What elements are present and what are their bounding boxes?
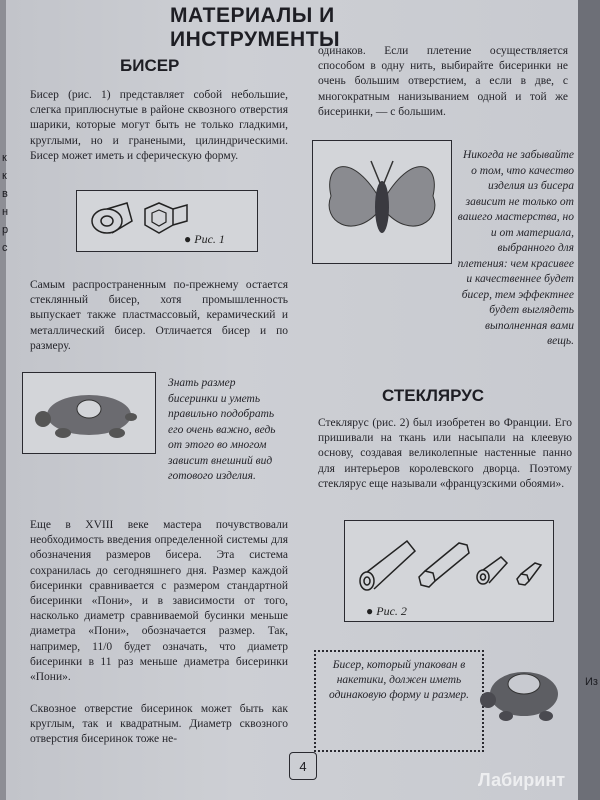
note-quality: Никогда не забывайте о том, что качество изделия из бисера зависит не только от вашего мастерства, но и от материала, выбранного для плетения: чем красивее и качественнее будет бисер, тем эффектнее будет выглядеть выполненная вами вещь. bbox=[457, 149, 574, 347]
biser-paragraph-2: Самым распространенным по-прежнему остается стеклянный бисер, хотя промышленность выпускает также пластмассовый, керамический и металлический бисер. Отличается бисер и по размеру. bbox=[30, 279, 288, 352]
edge-letter: р bbox=[2, 224, 9, 236]
edge-letter: к bbox=[2, 152, 7, 164]
figure-1-caption-text: Рис. 1 bbox=[194, 232, 225, 246]
note-packaging: Бисер, который упакован в накетики, должен иметь одинаковую форму и размер. bbox=[314, 650, 484, 752]
heading-biser: БИСЕР bbox=[120, 56, 180, 75]
heading-steklyarus: СТЕКЛЯРУС bbox=[382, 386, 485, 405]
right-paragraph-top: одинаков. Если плетение осуществляется способом в одну нить, выбирайте бисеринки не очень большим отверстием, а если в две, с многократным нанизыванием одной и той же бисеринки, — с большим. bbox=[318, 45, 568, 118]
turtle-beaded-illustration-2 bbox=[474, 650, 570, 730]
steklyarus-paragraph: Стеклярус (рис. 2) был изобретен во Франции. Его пришивали на ткань или насыпали на клеевую основу, создавая великолепные настенные панно для интерьеров королевского дворца. Поэтому стеклярус еще называли «французскими обоями». bbox=[318, 417, 572, 490]
edge-letter: н bbox=[2, 206, 9, 218]
edge-letter: с bbox=[2, 242, 8, 254]
butterfly-beaded-illustration bbox=[313, 141, 451, 263]
turtle-image-2 bbox=[474, 650, 570, 730]
edge-letter: к bbox=[2, 170, 7, 182]
edge-letter: в bbox=[2, 188, 8, 200]
turtle-image bbox=[22, 372, 156, 454]
butterfly-image bbox=[312, 140, 452, 264]
figure-2-caption-text: Рис. 2 bbox=[376, 604, 407, 618]
edge-tail-text: Из bbox=[585, 676, 598, 688]
bead-shapes-illustration bbox=[77, 191, 257, 251]
figure-1 bbox=[76, 190, 258, 252]
page-number: 4 bbox=[289, 752, 317, 780]
biser-paragraph-1: Бисер (рис. 1) представляет собой небольшие, слегка приплюснутые в районе сквозного отверстия шарики, которые могут быть не только гладкими, круглыми, но и гранеными, цилиндрическими. Бисер может иметь и сферическую форму. bbox=[30, 89, 288, 162]
page-title: МАТЕРИАЛЫ И ИНСТРУМЕНТЫ bbox=[170, 4, 341, 51]
figure-1-caption: ● Рис. 1 bbox=[184, 232, 225, 246]
labirint-watermark: Лабиринт bbox=[478, 770, 566, 790]
turtle-beaded-illustration bbox=[23, 373, 155, 453]
biser-paragraph-4: Сквозное отверстие бисеринок может быть как круглым, так и квадратным. Диаметр сквозного отверстия бисеринок тоже не- bbox=[30, 703, 288, 746]
biser-paragraph-3: Еще в XVIII веке мастера почувствовали необходимость введения определенной системы для обозначения размеров бисера. Эта система сохранилась до сегодняшнего дня. Размер каждой бисеринки сравнивается с размером стандартной бисеринки «Пони», и в зависимости от того, насколько диаметр сравниваемой бусинки меньше диаметра «Пони», обозначается размер. Так, например, 11/0 будет означать, что диаметр бисеринки в 11 раз меньше диаметра бисеринки «Пони». bbox=[30, 519, 288, 684]
note-bead-size: Знать размер бисеринки и уметь правильно подобрать его очень важно, ведь от этого во многом зависит внешний вид готового изделия. bbox=[168, 377, 276, 482]
figure-2-caption: ● Рис. 2 bbox=[366, 604, 407, 618]
